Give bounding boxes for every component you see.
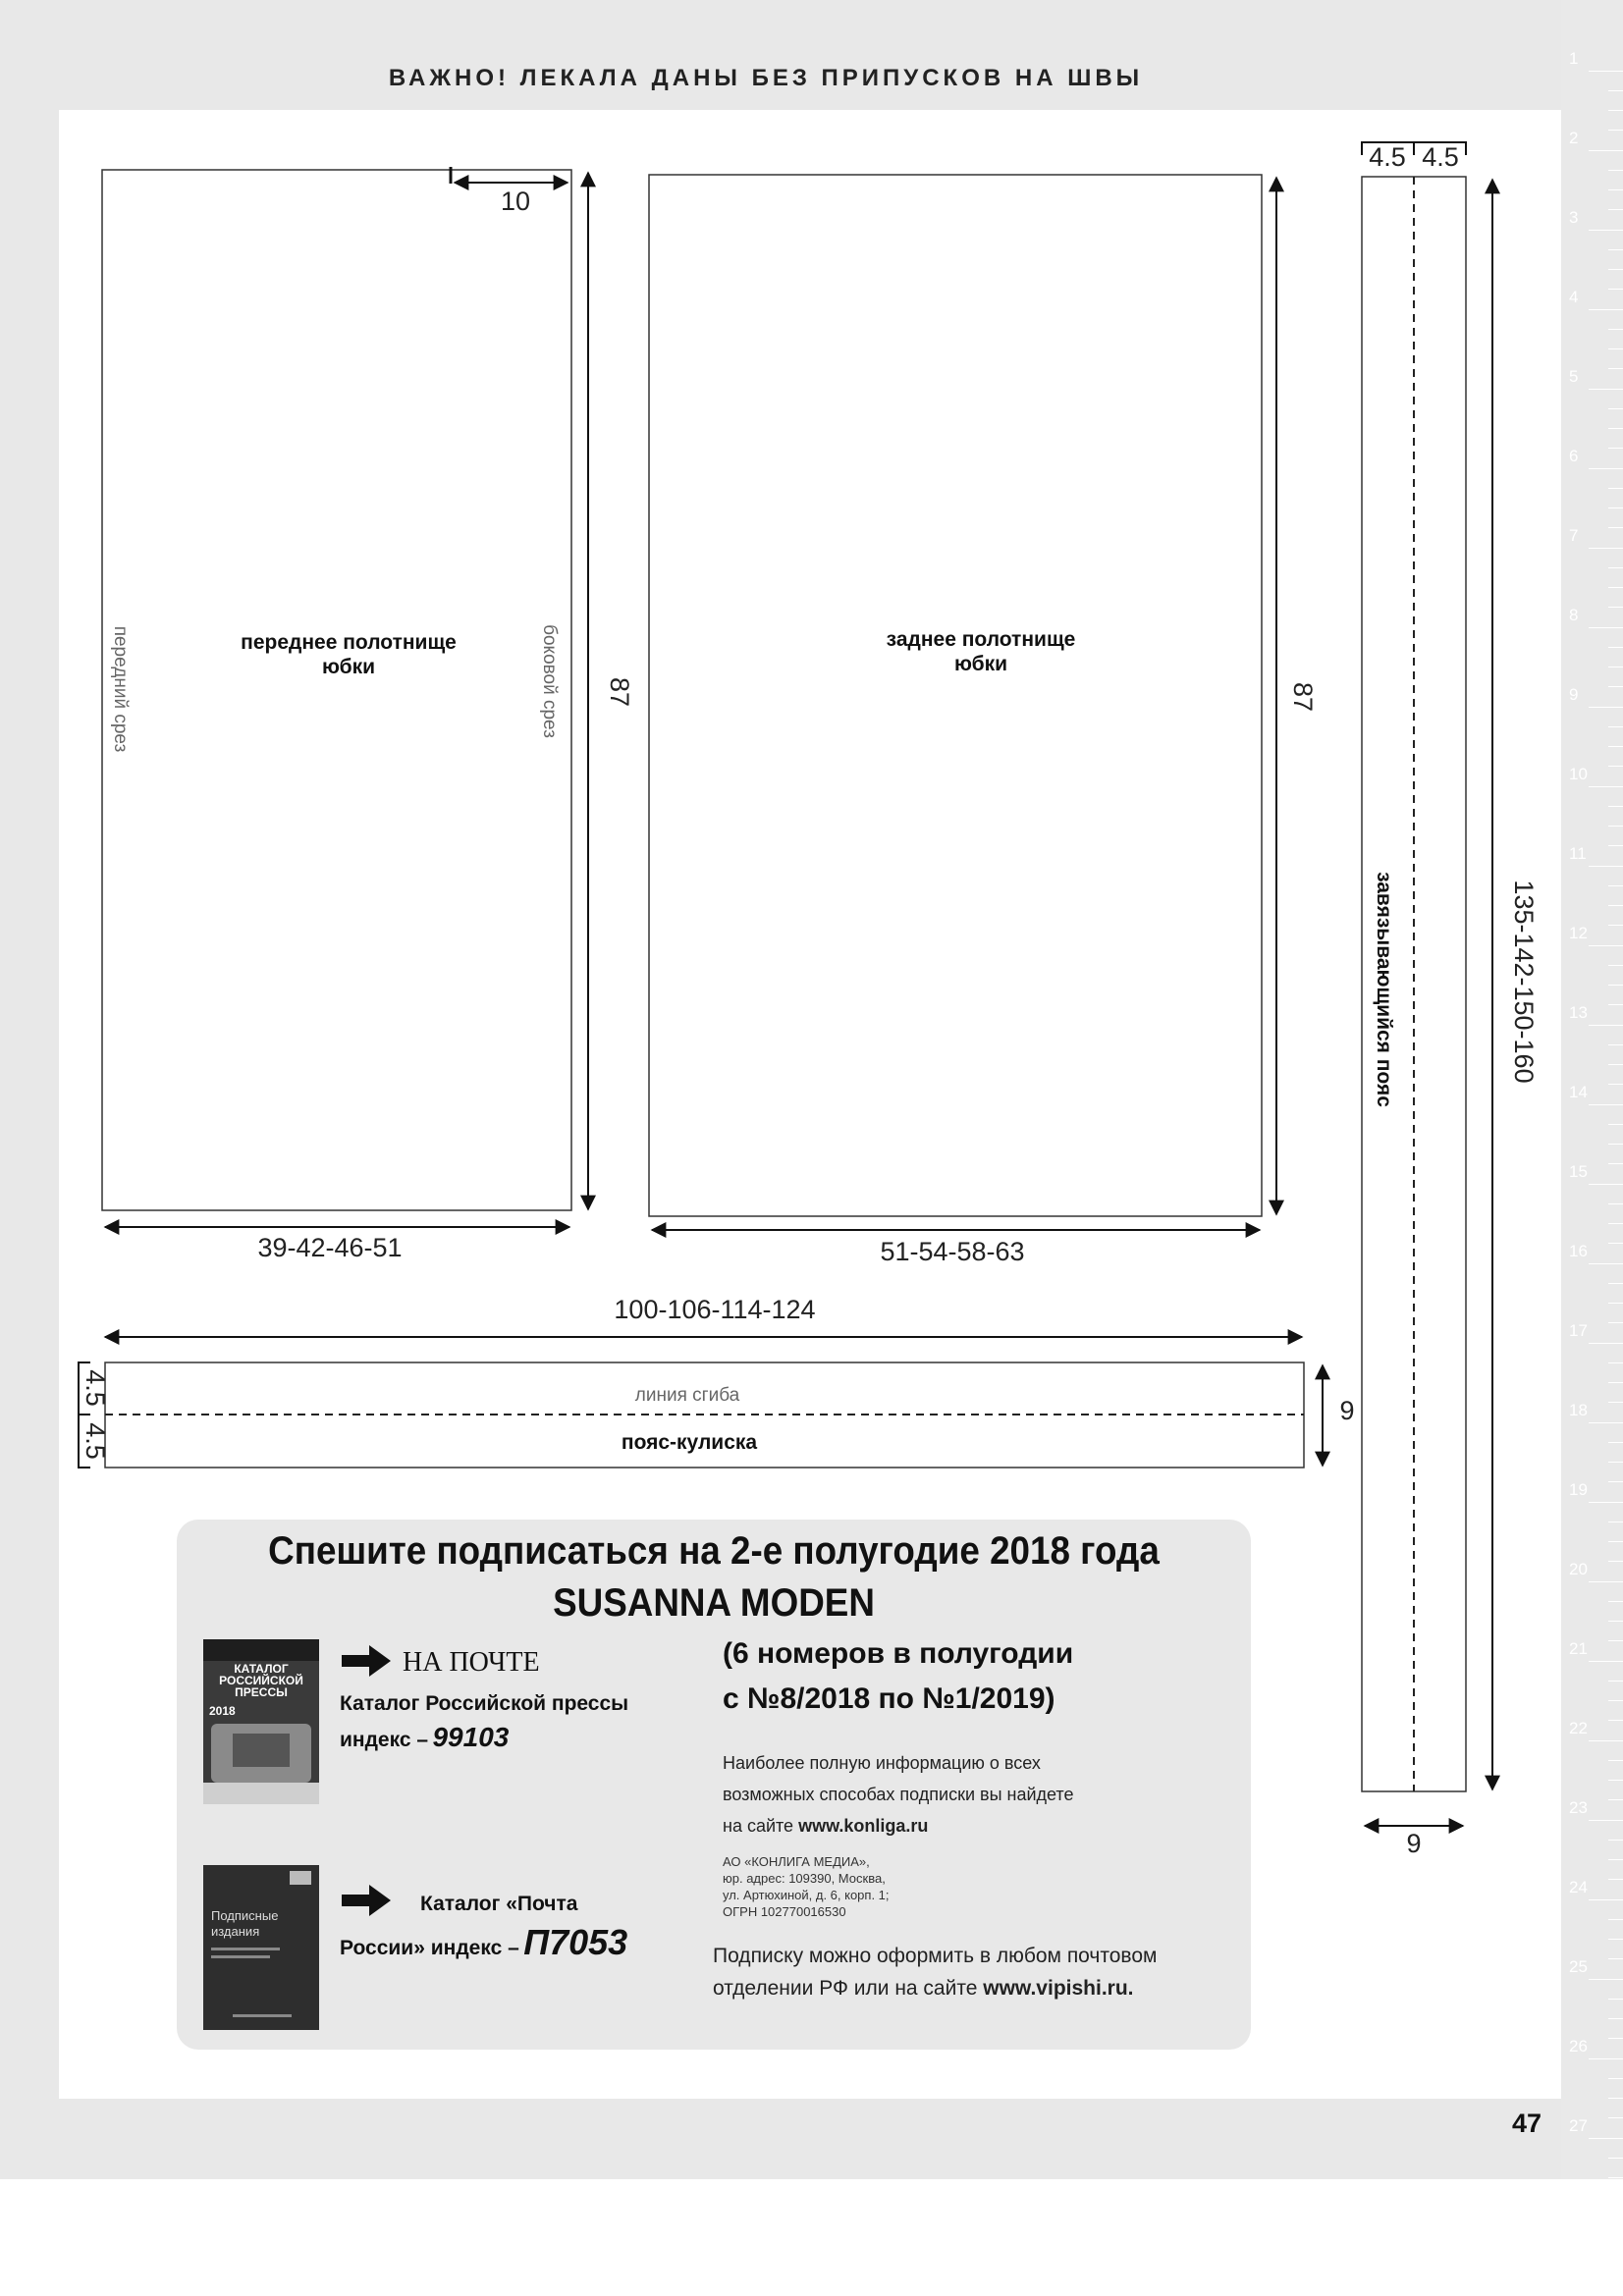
- info-line3-prefix: на сайте: [723, 1816, 799, 1836]
- office-text: [713, 1940, 1157, 2004]
- ruler-tick: [1589, 1581, 1623, 1582]
- arrow-right-icon: [340, 1883, 393, 1918]
- info-site-link[interactable]: www.konliga.ru: [798, 1816, 929, 1836]
- ruler-minor-tick: [1608, 1601, 1623, 1602]
- page-heading: ВАЖНО! ЛЕКАЛА ДАНЫ БЕЗ ПРИПУСКОВ НА ШВЫ: [388, 65, 1144, 91]
- legal-info: [723, 1853, 890, 1920]
- ruler-tick: [1589, 2138, 1623, 2139]
- catalog2-index: П7053: [523, 1922, 628, 1962]
- tie-belt-top-left-dimension: 4.5: [1369, 142, 1406, 172]
- back-panel-label-line2: юбки: [953, 653, 1008, 675]
- legal-line3: ул. Артюхиной, д. 6, корп. 1;: [723, 1888, 890, 1902]
- issues-line2: с №8/2018 по №1/2019): [723, 1682, 1055, 1715]
- ruler-minor-tick: [1608, 1640, 1623, 1641]
- ruler-tick: [1589, 1820, 1623, 1821]
- ruler-minor-tick: [1608, 1720, 1623, 1721]
- ruler-mark-label: 12: [1569, 924, 1588, 942]
- ruler-minor-tick: [1608, 2197, 1623, 2198]
- ruler-mark-label: 9: [1569, 685, 1579, 704]
- ruler-mark-label: 4: [1569, 288, 1579, 306]
- ruler-minor-tick: [1608, 1760, 1623, 1761]
- ruler-minor-tick: [1608, 2177, 1623, 2178]
- catalog1-index-label: индекс –: [340, 1729, 429, 1751]
- ruler-mark-label: 1: [1569, 49, 1579, 68]
- ruler-tick: [1589, 1661, 1623, 1662]
- promo-subtitle: SUSANNA MODEN: [553, 1581, 875, 1625]
- ruler-mark-label: 23: [1569, 1798, 1588, 1817]
- catalog2-line2: России» индекс –: [340, 1937, 519, 1959]
- ruler-mark-label: 15: [1569, 1162, 1588, 1181]
- ruler-minor-tick: [1608, 1621, 1623, 1622]
- ruler-minor-tick: [1608, 2158, 1623, 2159]
- catalog-cover-post-title: Подписные издания: [211, 1908, 279, 1939]
- ruler-tick: [1589, 1979, 1623, 1980]
- ruler-mark-label: 2: [1569, 129, 1579, 147]
- ruler-minor-tick: [1608, 1879, 1623, 1880]
- drawstring-top-dimension: 4.5: [81, 1369, 110, 1407]
- ruler-mark-label: 17: [1569, 1321, 1588, 1340]
- ruler-minor-tick: [1608, 1799, 1623, 1800]
- ruler-minor-tick: [1608, 2117, 1623, 2118]
- post-heading: НА ПОЧТЕ: [403, 1647, 540, 1678]
- ruler-mark-label: 6: [1569, 447, 1579, 465]
- drawstring-height-dimension: 9: [1339, 1396, 1355, 1425]
- office-line2: [713, 1972, 1157, 2004]
- ruler-minor-tick: [1608, 1780, 1623, 1781]
- ruler-minor-tick: [1608, 1700, 1623, 1701]
- ruler-mark-label: 14: [1569, 1083, 1588, 1101]
- back-panel-pattern: [649, 175, 1318, 1266]
- ruler-mark-label: 18: [1569, 1401, 1588, 1419]
- ruler-mark-label: 5: [1569, 367, 1579, 386]
- catalog-cover-press-year: 2018: [209, 1704, 236, 1718]
- drawstring-belt-pattern: [79, 1295, 1355, 1468]
- catalog2-line1: Каталог «Почта: [420, 1893, 578, 1915]
- catalog1-name: Каталог Российской прессы: [340, 1692, 629, 1715]
- ruler-minor-tick: [1608, 2018, 1623, 2019]
- info-line3: [723, 1810, 1073, 1842]
- issues-line1: (6 номеров в полугодии: [723, 1637, 1074, 1670]
- ruler-minor-tick: [1608, 1561, 1623, 1562]
- front-panel-pattern: [102, 167, 634, 1262]
- back-height-dimension: 87: [1288, 681, 1318, 713]
- ruler-mark-label: 25: [1569, 1957, 1588, 1976]
- ruler-mark-label: 10: [1569, 765, 1588, 783]
- tie-belt-width-dimension: 9: [1406, 1829, 1422, 1858]
- office-line1: Подписку можно оформить в любом почтовом: [713, 1945, 1158, 1967]
- ruler-minor-tick: [1608, 1939, 1623, 1940]
- ruler-tick: [1589, 1740, 1623, 1741]
- front-panel-label-line2: юбки: [321, 656, 376, 678]
- ruler-minor-tick: [1608, 2078, 1623, 2079]
- ruler-mark-label: 11: [1569, 844, 1587, 863]
- office-site-link[interactable]: www.vipishi.ru.: [983, 1977, 1134, 2000]
- ruler-minor-tick: [1608, 1840, 1623, 1841]
- legal-line1: АО «КОНЛИГА МЕДИА»,: [723, 1854, 870, 1869]
- front-top-dimension: 10: [501, 187, 531, 216]
- arrow-right-icon: [340, 1643, 393, 1679]
- ruler-minor-tick: [1608, 1541, 1623, 1542]
- ruler-mark-label: 21: [1569, 1639, 1588, 1658]
- front-panel-label-line1: переднее полотнище: [241, 631, 457, 654]
- ruler-minor-tick: [1608, 1681, 1623, 1682]
- promo-title: Спешите подписаться на 2-е полугодие 2018 года: [268, 1529, 1160, 1573]
- front-panel-outline: [102, 170, 571, 1210]
- catalog-cover-press-title: КАТАЛОГ РОССИЙСКОЙ ПРЕССЫ: [219, 1662, 303, 1699]
- tie-belt-label: завязывающийся пояс: [1373, 872, 1395, 1107]
- ruler-mark-label: 3: [1569, 208, 1579, 227]
- legal-line4: ОГРН 102770016530: [723, 1904, 846, 1919]
- ruler-minor-tick: [1608, 1859, 1623, 1860]
- info-line2: возможных способах подписки вы найдете: [723, 1785, 1074, 1804]
- page-number: 47: [1512, 2109, 1542, 2138]
- ruler-minor-tick: [1608, 1919, 1623, 1920]
- ruler-mark-label: 13: [1569, 1003, 1588, 1022]
- ruler-mark-label: 7: [1569, 526, 1579, 545]
- ruler-minor-tick: [1608, 2098, 1623, 2099]
- drawstring-belt-label: пояс-кулиска: [621, 1431, 758, 1454]
- catalog-cover-press: [203, 1639, 319, 1804]
- ruler-mark-label: 19: [1569, 1480, 1588, 1499]
- legal-line2: юр. адрес: 109390, Москва,: [723, 1871, 886, 1886]
- ruler-mark-label: 27: [1569, 2116, 1588, 2135]
- ruler-mark-label: 22: [1569, 1719, 1588, 1737]
- drawstring-bottom-dimension: 4.5: [81, 1422, 110, 1460]
- front-height-dimension: 87: [605, 676, 634, 708]
- catalog2-index-row: [340, 1922, 627, 1963]
- front-width-dimension: 39-42-46-51: [257, 1233, 403, 1262]
- ruler-mark-label: 24: [1569, 1878, 1588, 1896]
- back-width-dimension: 51-54-58-63: [880, 1237, 1025, 1266]
- catalog-cover-post: [203, 1865, 319, 2030]
- front-left-edge-label: передний срез: [110, 625, 131, 753]
- info-text: [723, 1747, 1073, 1842]
- tie-belt-top-right-dimension: 4.5: [1422, 142, 1459, 172]
- ruler-mark-label: 16: [1569, 1242, 1588, 1260]
- ruler-tick: [1589, 2058, 1623, 2059]
- catalog1-index-row: [340, 1722, 509, 1753]
- ruler-minor-tick: [1608, 1999, 1623, 2000]
- ruler-mark-label: 20: [1569, 1560, 1588, 1578]
- drawstring-length-dimension: 100-106-114-124: [614, 1295, 816, 1324]
- tie-belt-length-dimension: 135-142-150-160: [1509, 880, 1539, 1084]
- ruler-tick: [1589, 1899, 1623, 1900]
- back-panel-outline: [649, 175, 1262, 1216]
- back-panel-label-line1: заднее полотнище: [886, 628, 1076, 651]
- ruler-minor-tick: [1608, 1958, 1623, 1959]
- catalog1-index: 99103: [432, 1722, 510, 1752]
- front-right-edge-label: боковой срез: [539, 624, 560, 738]
- ruler-minor-tick: [1608, 2038, 1623, 2039]
- ruler-mark-label: 8: [1569, 606, 1579, 624]
- info-line1: Наиболее полную информацию о всех: [723, 1753, 1041, 1773]
- office-line2-prefix: отделении РФ или на сайте: [713, 1977, 984, 2000]
- ruler-mark-label: 26: [1569, 2037, 1588, 2056]
- subscription-promo: [177, 1520, 1251, 2050]
- drawstring-fold-line-label: линия сгиба: [634, 1385, 740, 1406]
